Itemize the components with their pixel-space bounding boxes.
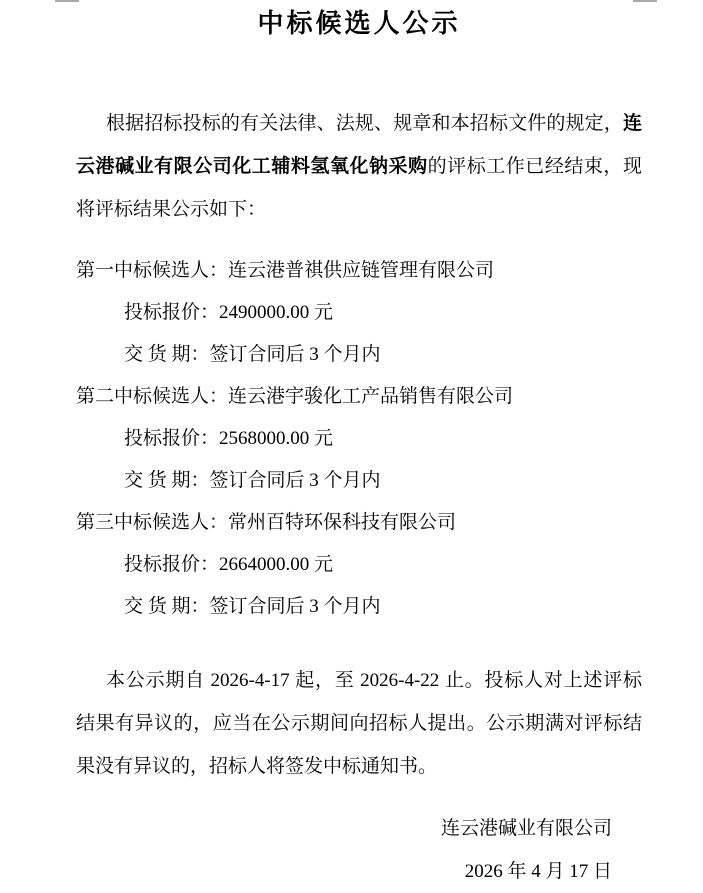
bid-price-label: 投标报价：	[124, 554, 220, 575]
candidate-rank-line	[76, 250, 642, 292]
bid-price-value: 2664000.00 元	[219, 554, 334, 575]
delivery-line	[76, 460, 642, 502]
candidate-block-second	[76, 376, 642, 502]
candidate-company: 连云港普祺供应链管理有限公司	[228, 260, 495, 281]
candidate-list	[76, 250, 642, 628]
candidate-company: 连云港宇骏化工产品销售有限公司	[228, 386, 514, 407]
signature-date: 2026 年 4 月 17 日	[464, 861, 612, 882]
delivery-label: 交 货 期：	[124, 344, 210, 365]
bid-price-line	[76, 292, 642, 334]
document-title: 中标候选人公示	[257, 9, 461, 38]
delivery-value: 签订合同后 3 个月内	[209, 596, 381, 617]
bid-price-value: 2490000.00 元	[219, 302, 334, 323]
bid-price-line	[76, 418, 642, 460]
intro-text-regular-tail: 的评标工作已经结束，现将评标结果公示如下：	[76, 156, 642, 220]
candidate-company: 常州百特环保科技有限公司	[228, 512, 457, 533]
top-left-margin-mark	[55, 0, 79, 2]
intro-text-regular: 根据招标投标的有关法律、法规、规章和本招标文件的规定，	[106, 113, 623, 134]
intro-paragraph	[76, 102, 642, 231]
delivery-value: 签订合同后 3 个月内	[209, 470, 381, 491]
delivery-line	[76, 334, 642, 376]
bid-price-value: 2568000.00 元	[219, 428, 334, 449]
delivery-value: 签订合同后 3 个月内	[209, 344, 381, 365]
signature-block	[76, 807, 642, 893]
candidate-rank-label: 第三中标候选人：	[76, 512, 229, 533]
bid-price-line	[76, 544, 642, 586]
bid-price-label: 投标报价：	[124, 302, 220, 323]
candidate-block-first	[76, 250, 642, 376]
bid-price-label: 投标报价：	[124, 428, 220, 449]
candidate-rank-label: 第一中标候选人：	[76, 260, 229, 281]
signature-company: 连云港碱业有限公司	[440, 818, 612, 839]
top-right-margin-mark	[633, 0, 657, 2]
delivery-label: 交 货 期：	[124, 596, 210, 617]
closing-paragraph: 本公示期自 2026-4-17 起，至 2026-4-22 止。投标人对上述评标结果有异议的，应当在公示期间向招标人提出。公示期满对评标结果没有异议的，招标人将签发中标通知书。	[76, 670, 642, 777]
intro-text-bold-project-name: 连云港碱业有限公司化工辅料氢氧化钠采购	[76, 113, 642, 177]
delivery-label: 交 货 期：	[124, 470, 210, 491]
candidate-rank-line	[76, 502, 642, 544]
candidate-rank-label: 第二中标候选人：	[76, 386, 229, 407]
candidate-rank-line	[76, 376, 642, 418]
candidate-block-third	[76, 502, 642, 628]
delivery-line	[76, 586, 642, 628]
